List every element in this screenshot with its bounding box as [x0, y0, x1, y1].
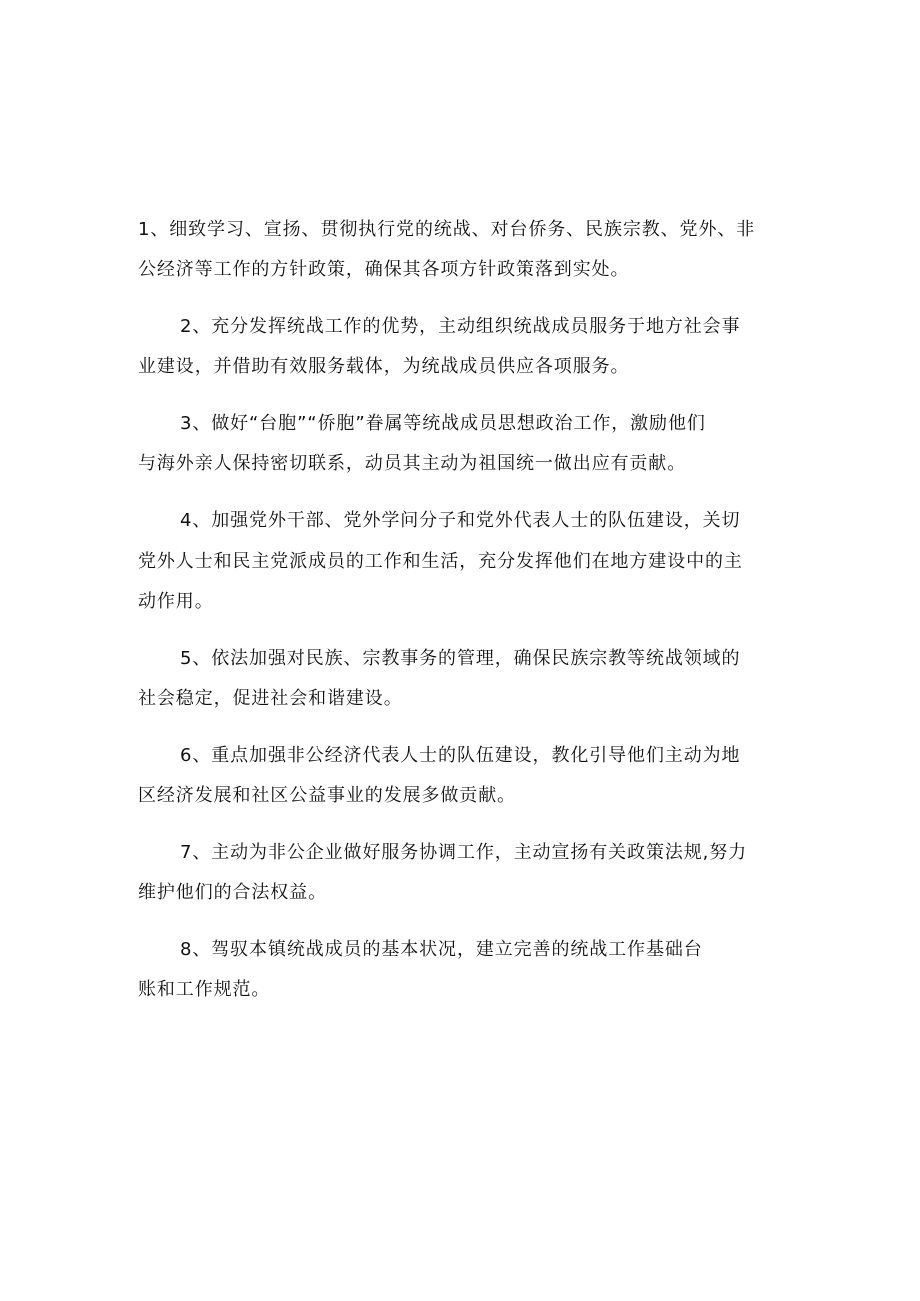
paragraph-line: 社会稳定，促进社会和谐建设。 [138, 687, 403, 709]
paragraph-line: 公经济等工作的方针政策，确保其各项方针政策落到实处。 [138, 259, 630, 281]
paragraph-2 [138, 307, 788, 388]
paragraph-line: 8、驾驭本镇统战成员的基本状况，建立完善的统战工作基础台 [180, 938, 703, 960]
paragraph-8 [138, 930, 788, 1011]
paragraph-4 [138, 501, 788, 622]
paragraph-line: 账和工作规范。 [138, 979, 271, 1001]
paragraph-3 [138, 404, 788, 485]
paragraph-line: 5、依法加强对民族、宗教事务的管理，确保民族宗教等统战领域的 [180, 647, 741, 669]
paragraph-line: 区经济发展和社区公益事业的发展多做贡献。 [138, 785, 516, 807]
document-body [138, 210, 788, 1027]
paragraph-line: 业建设，并借助有效服务载体，为统战成员供应各项服务。 [138, 356, 630, 378]
paragraph-6 [138, 736, 788, 817]
paragraph-1 [138, 210, 788, 291]
paragraph-line: 4、加强党外干部、党外学问分子和党外代表人士的队伍建设，关切 [180, 510, 741, 532]
paragraph-line: 3、做好“台胞”“侨胞”眷属等统战成员思想政治工作，激励他们 [180, 413, 706, 435]
paragraph-line: 2、充分发挥统战工作的优势，主动组织统战成员服务于地方社会事 [180, 316, 741, 338]
paragraph-line: 与海外亲人保持密切联系，动员其主动为祖国统一做出应有贡献。 [138, 453, 687, 475]
paragraph-line: 维护他们的合法权益。 [138, 882, 327, 904]
paragraph-line: 党外人士和民主党派成员的工作和生活，充分发挥他们在地方建设中的主 [138, 550, 743, 572]
paragraph-line: 1、细致学习、宣扬、贯彻执行党的统战、对台侨务、民族宗教、党外、非 [138, 219, 756, 240]
paragraph-line: 6、重点加强非公经济代表人士的队伍建设，教化引导他们主动为地 [180, 744, 741, 766]
paragraph-line: 7、主动为非公企业做好服务协调工作，主动宣扬有关政策法规,努力 [180, 841, 748, 863]
paragraph-7 [138, 833, 788, 914]
paragraph-line: 动作用。 [138, 590, 214, 612]
paragraph-5 [138, 639, 788, 720]
